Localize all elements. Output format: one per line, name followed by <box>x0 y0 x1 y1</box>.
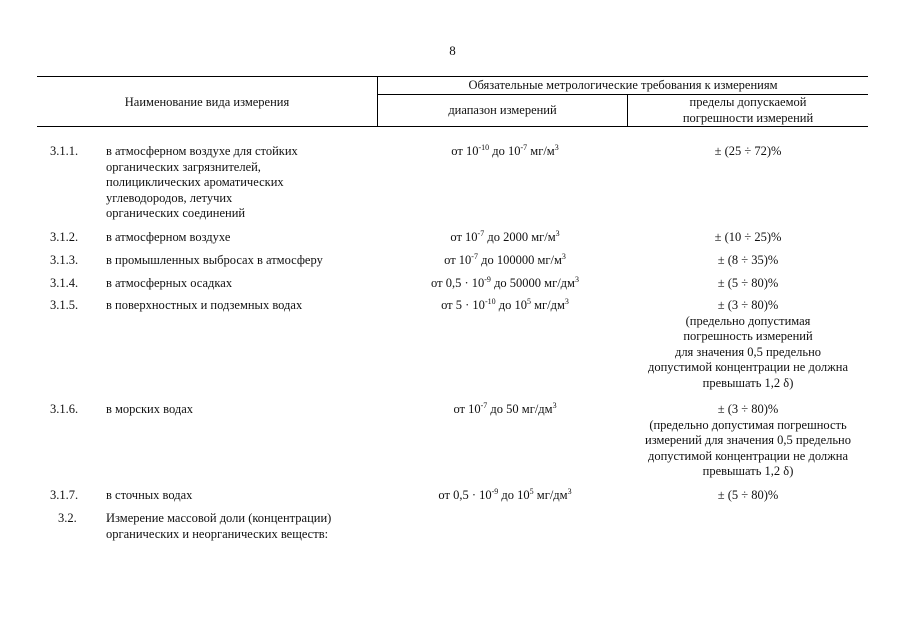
row-error-line: ± (10 ÷ 25)% <box>714 230 782 244</box>
row-name <box>106 144 378 222</box>
row-name <box>106 511 378 542</box>
row-error <box>628 253 868 269</box>
row-range: от $10^{-7}$ до 100000 $мг/м^3$ <box>444 251 566 267</box>
row-error-line: измерений для значения 0,5 предельно <box>645 433 851 447</box>
row-error-line: ± (5 ÷ 80)% <box>717 276 779 290</box>
row-name <box>106 253 378 269</box>
row-name-line: в поверхностных и подземных водах <box>106 298 303 312</box>
row-error <box>628 402 868 480</box>
row-name-line: органических загрязнителей, <box>106 159 261 174</box>
row-name <box>106 230 378 246</box>
row-error <box>628 488 868 504</box>
row-error-line: для значения 0,5 предельно <box>674 344 822 359</box>
row-range: от $5 \cdot 10^{-10}$ до $10^5$ $мг/дм^3$ <box>441 296 569 312</box>
header-top-rule <box>37 76 868 77</box>
row-error-line: ± (8 ÷ 35)% <box>717 253 779 267</box>
row-error-line: погрешность измерений <box>683 329 813 343</box>
row-name-line: Измерение массовой доли (концентрации) <box>106 511 332 525</box>
row-number: 3.1.3. <box>50 253 79 267</box>
row-error-line: (предельно допустимая погрешность <box>649 417 847 432</box>
row-error-line: допустимой концентрации не должна <box>647 448 849 463</box>
row-name-line: органических и неорганических веществ: <box>106 526 329 541</box>
row-error-line: (предельно допустимая <box>685 313 811 328</box>
row-number: 3.1.5. <box>50 298 79 312</box>
header-error-col <box>628 95 868 126</box>
row-name-line: органических соединений <box>106 206 246 220</box>
row-name-line: в атмосферном воздухе <box>106 230 231 244</box>
row-name-line: в морских водах <box>106 402 193 416</box>
row-error-line: ± (3 ÷ 80)% <box>717 402 779 416</box>
row-error <box>628 144 868 160</box>
row-name-line: в сточных водах <box>106 488 193 502</box>
header-name-col: Наименование вида измерения <box>124 95 290 109</box>
row-name-line: в промышленных выбросах в атмосферу <box>106 253 323 267</box>
row-name-line: полициклических ароматических <box>106 175 284 189</box>
row-error-line: ± (25 ÷ 72)% <box>714 144 782 158</box>
row-name <box>106 402 378 418</box>
header-group-title: Обязательные метрологические требования к измерениям <box>468 78 778 92</box>
row-error <box>628 276 868 292</box>
row-range: от $0,5 \cdot 10^{-9}$ до 50000 $мг/дм^3$ <box>431 274 579 290</box>
page-number: 8 <box>449 43 456 58</box>
row-name <box>106 276 378 292</box>
row-error <box>628 298 868 391</box>
row-name-line: углеводородов, летучих <box>106 190 233 205</box>
header-range-col: диапазон измерений <box>448 103 557 117</box>
row-name <box>106 488 378 504</box>
row-range: от $10^{-7}$ до 50 $мг/дм^3$ <box>453 400 557 416</box>
row-error-line: допустимой концентрации не должна <box>647 360 849 374</box>
row-number: 3.1.6. <box>50 402 79 416</box>
row-number: 3.2. <box>58 511 77 525</box>
row-error-line: превышать 1,2 δ) <box>702 464 794 478</box>
row-name <box>106 298 378 314</box>
row-number: 3.1.7. <box>50 488 79 502</box>
row-range: от $10^{-7}$ до 2000 $мг/м^3$ <box>450 228 560 244</box>
row-number: 3.1.4. <box>50 276 79 290</box>
row-error-line: превышать 1,2 δ) <box>702 375 794 390</box>
row-name-line: в атмосферном воздухе для стойких <box>106 144 298 158</box>
header-error-col-line2: погрешности измерений <box>682 110 814 125</box>
row-range: от $0,5 \cdot 10^{-9}$ до $10^5$ $мг/дм^3$ <box>438 486 572 502</box>
row-range: от $10^{-10}$ до $10^{-7}$ $мг/м^3$ <box>451 142 559 158</box>
row-error-line: ± (5 ÷ 80)% <box>717 488 779 502</box>
row-error <box>628 230 868 246</box>
header-bottom-rule <box>37 126 868 127</box>
row-number: 3.1.1. <box>50 144 79 158</box>
row-name-line: в атмосферных осадках <box>106 276 233 290</box>
row-error-line: ± (3 ÷ 80)% <box>717 298 779 312</box>
header-error-col-line1: пределы допускаемой <box>689 95 807 109</box>
row-number: 3.1.2. <box>50 230 79 244</box>
